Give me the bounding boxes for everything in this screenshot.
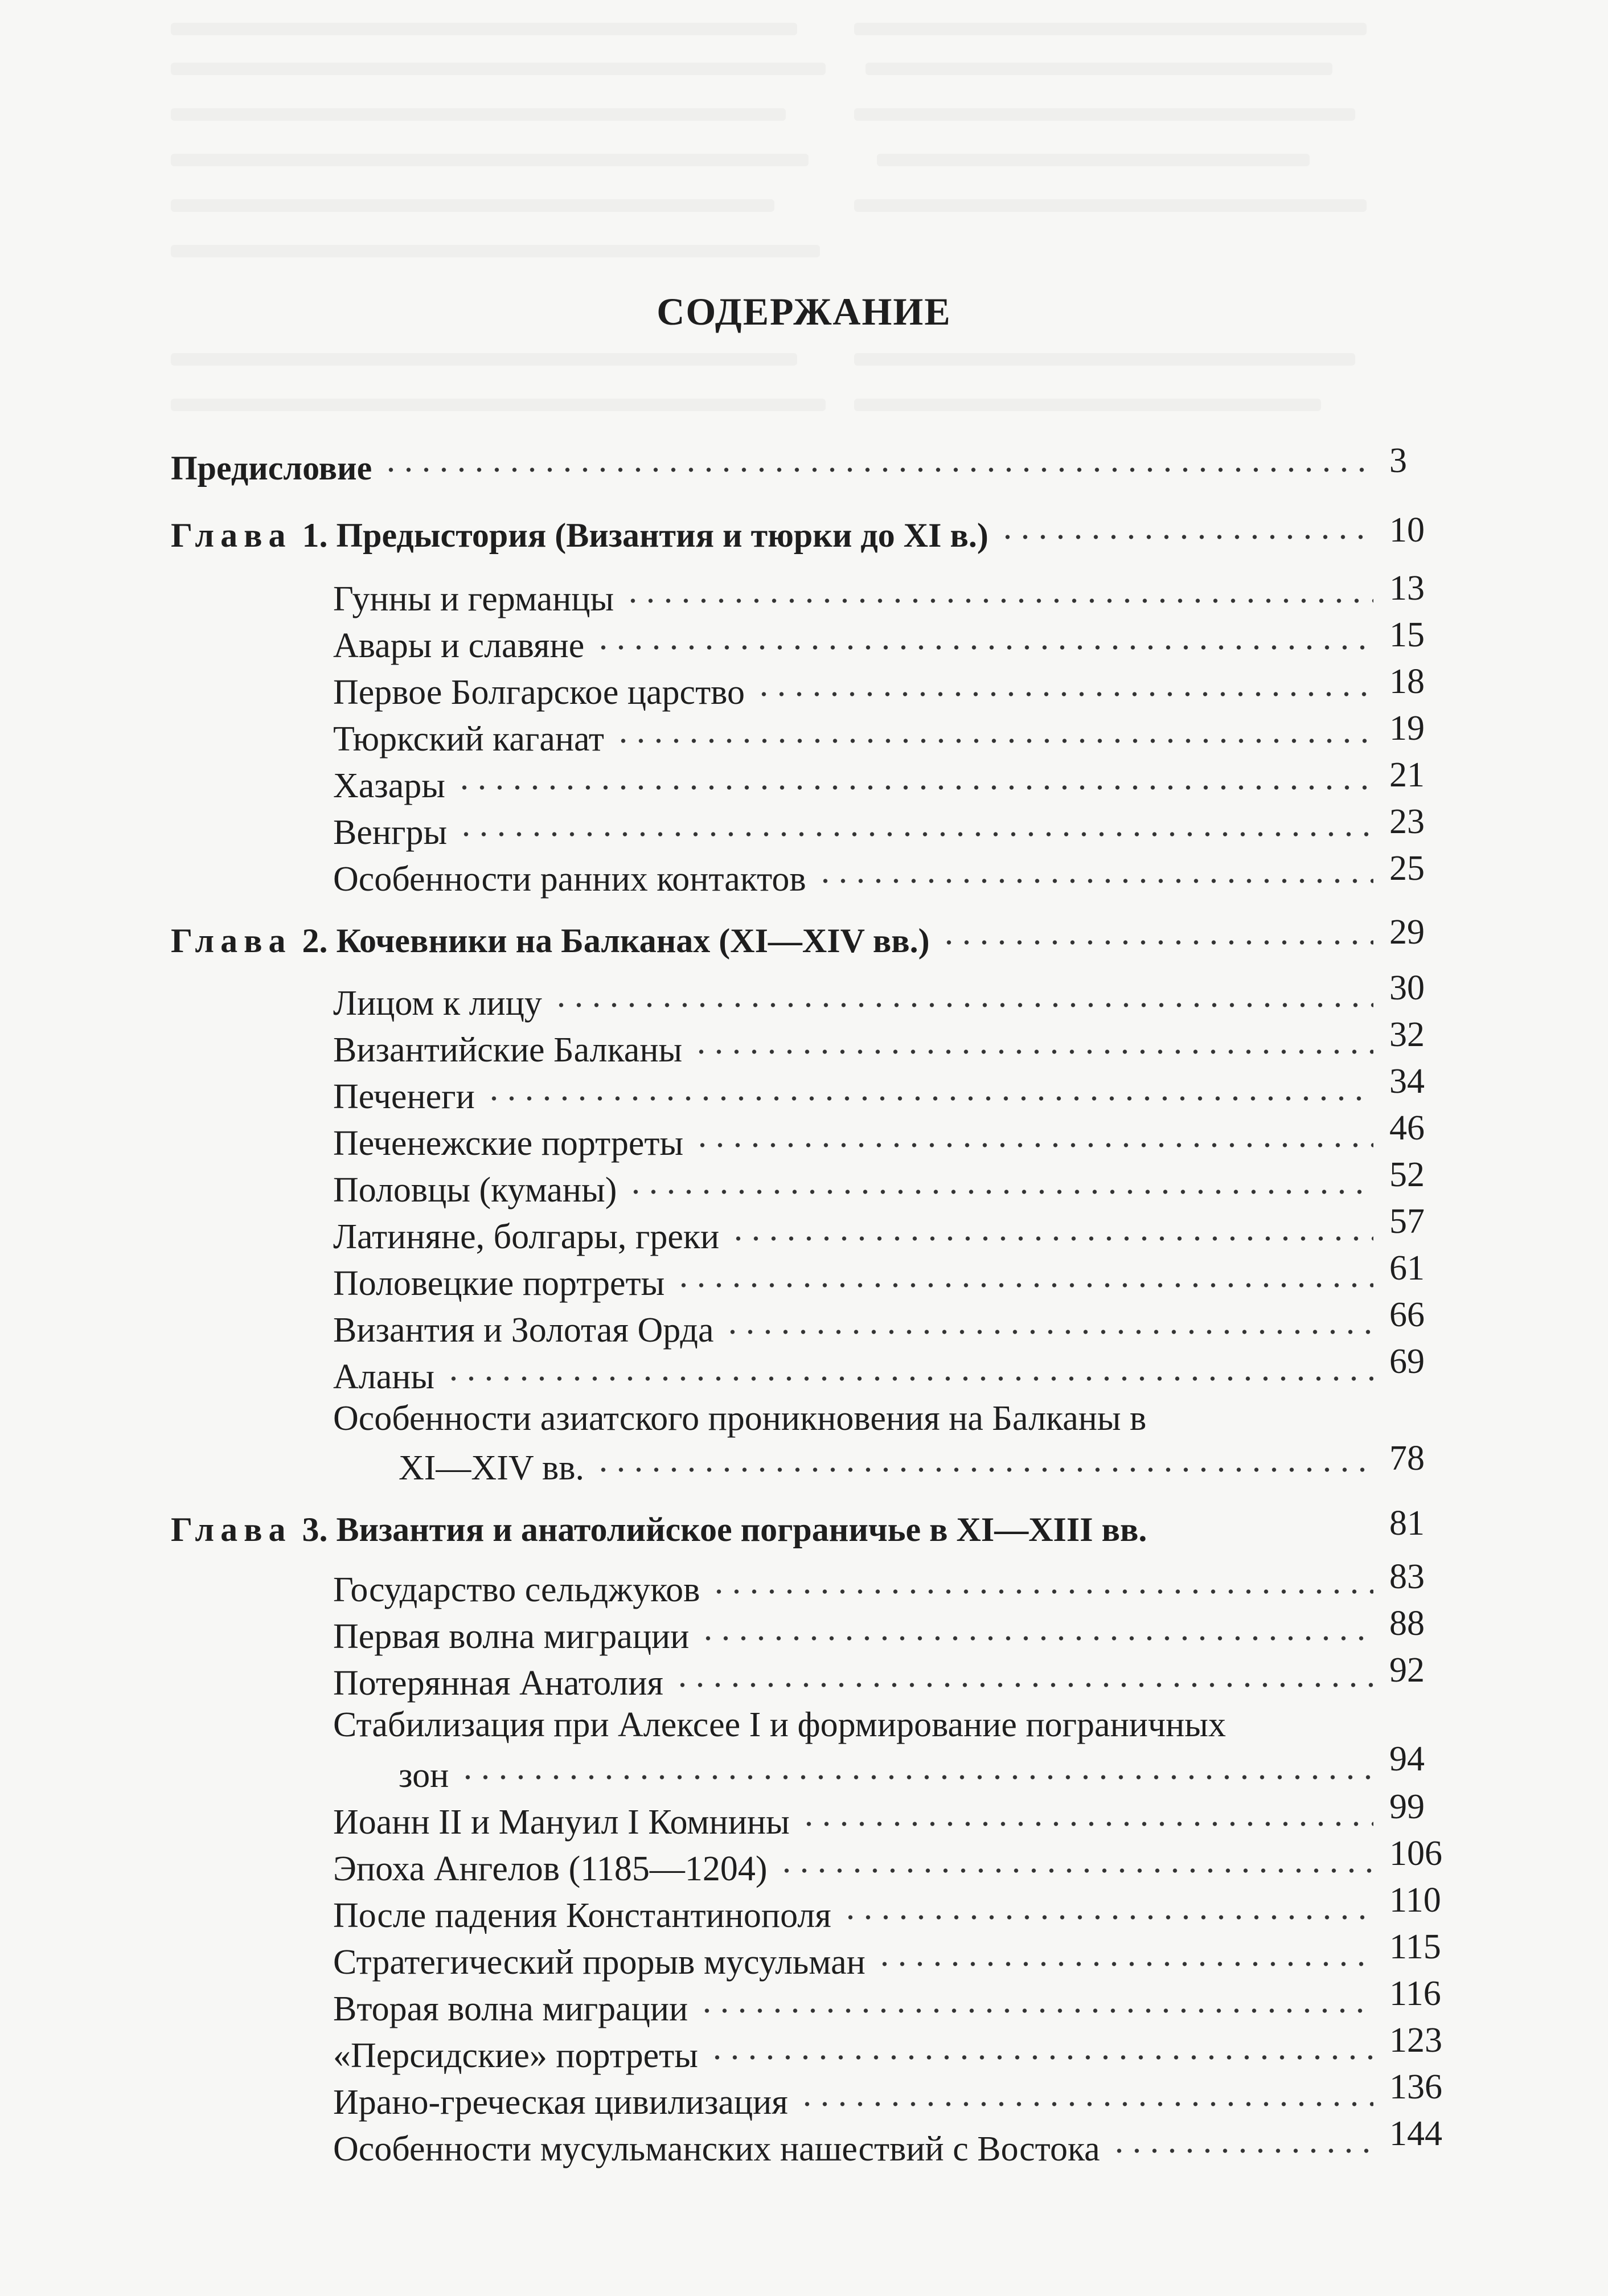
toc-section-page: 13 [1389,569,1425,608]
toc-section: Половецкие портреты [333,1260,1384,1304]
toc-section-page: 116 [1389,1974,1441,2013]
chapter-1-prefix: Глава [171,516,292,554]
toc-section: Потерянная Анатолия [333,1659,1384,1704]
toc-section-wrapped: Особенности азиатского проникновения на Балканы в [333,1399,1147,1438]
chapter-3-number: 3. [302,1511,328,1548]
leader-dots [614,715,1373,751]
toc-section: Авары и славяне [333,622,1384,666]
toc-section-page: 78 [1389,1439,1425,1478]
toc-section-page: 46 [1389,1109,1425,1147]
leader-dots [708,2032,1373,2067]
toc-section-page: 18 [1389,662,1425,701]
leader-dots [692,1026,1373,1061]
leader-dots [456,762,1373,797]
leader-dots [817,855,1373,891]
toc-chapter-3 [171,1510,1384,1549]
toc-section: Византийские Балканы [333,1026,1384,1071]
toc-preface-label: Предисловие [171,449,372,487]
toc-section-page: 99 [1389,1787,1425,1826]
toc-section: Венгры [333,809,1384,853]
chapter-1-number: 1. [302,516,328,554]
chapter-3-title: Византия и анатолийское пограничье в XI—XIII вв. [336,1511,1147,1548]
leader-dots [694,1120,1373,1155]
toc-section: Эпоха Ангелов (1185—1204) [333,1845,1384,1889]
leader-dots [778,1845,1373,1880]
chapter-3-page: 81 [1389,1504,1425,1543]
toc-section: Латиняне, болгары, греки [333,1213,1384,1257]
leader-dots [999,512,1373,547]
toc-section-wrapped: Стабилизация при Алексее I и формирование пограничных [333,1705,1226,1744]
toc-preface [171,445,1384,488]
leader-dots [675,1260,1373,1295]
toc-section-continuation: зон [399,1752,1384,1796]
chapter-2-page: 29 [1389,913,1425,952]
toc-chapter-1 [171,512,1384,555]
toc-section-page: 21 [1389,756,1425,794]
toc-section-page: 123 [1389,2021,1442,2060]
toc-section: Аланы [333,1353,1384,1397]
chapter-2-number: 2. [302,922,328,960]
toc-section-page: 110 [1389,1881,1441,1920]
leader-dots [624,575,1373,610]
toc-section: Лицом к лицу [333,979,1384,1024]
chapter-1-title: Предыстория (Византия и тюрки до XI в.) [336,516,988,554]
toc-section-page: 66 [1389,1295,1425,1334]
toc-section: Гунны и германцы [333,575,1384,620]
toc-section-page: 57 [1389,1202,1425,1241]
toc-section-page: 69 [1389,1342,1425,1381]
chapter-2-prefix: Глава [171,922,292,960]
toc-section-page: 61 [1389,1249,1425,1288]
leader-dots [729,1213,1373,1248]
toc-section-page: 32 [1389,1015,1425,1054]
leader-dots [485,1073,1373,1108]
leader-dots [627,1166,1373,1202]
toc-section-page: 88 [1389,1604,1425,1643]
chapter-1-heading [171,516,988,555]
leader-dots [445,1353,1373,1388]
toc-section: Ирано-греческая цивилизация [333,2078,1384,2123]
toc-section-page: 106 [1389,1834,1442,1873]
leader-dots [798,2078,1373,2114]
toc-section-page: 83 [1389,1557,1425,1596]
leader-dots [698,1985,1373,2020]
toc-section-page: 15 [1389,616,1425,654]
toc-section-continuation: XI—XIV вв. [399,1444,1384,1489]
toc-section-page: 19 [1389,709,1425,748]
leader-dots [674,1659,1373,1695]
chapter-2-title: Кочевники на Балканах (XI—XIV вв.) [336,922,930,960]
leader-dots [699,1613,1373,1648]
toc-section-page: 52 [1389,1155,1425,1194]
leader-dots [382,445,1373,479]
leader-dots [724,1306,1373,1342]
chapter-3-prefix: Глава [171,1511,292,1548]
toc-section-page: 136 [1389,2068,1442,2106]
leader-dots [1110,2125,1373,2160]
leader-dots [594,1444,1373,1479]
toc-section: Первое Болгарское царство [333,669,1384,713]
toc-section-page: 115 [1389,1928,1441,1966]
toc-section-page: 30 [1389,969,1425,1007]
toc-section: Первая волна миграции [333,1613,1384,1657]
toc-section-page: 25 [1389,849,1425,888]
leader-dots [459,1752,1373,1787]
toc-section: Печенежские портреты [333,1120,1384,1164]
leader-dots [800,1798,1373,1834]
toc-section: Хазары [333,762,1384,806]
leader-dots [940,918,1373,952]
toc-section-page: 34 [1389,1062,1425,1101]
leader-dots [552,979,1373,1015]
toc-section: Печенеги [333,1073,1384,1117]
toc-section: Государство сельджуков [333,1566,1384,1610]
leader-dots [842,1892,1373,1927]
toc-section: После падения Константинополя [333,1892,1384,1936]
chapter-2-heading [171,921,930,961]
toc-section: Стратегический прорыв мусульман [333,1938,1384,1983]
toc-section: Тюркский каганат [333,715,1384,760]
leader-dots [594,622,1373,657]
toc-section: Иоанн II и Мануил I Комнины [333,1798,1384,1843]
toc-section: Особенности мусульманских нашествий с Востока [333,2125,1384,2170]
page-title: СОДЕРЖАНИЕ [657,290,951,333]
toc-section: Вторая волна миграции [333,1985,1384,2030]
toc-section-page: 94 [1389,1740,1425,1778]
toc-chapter-2 [171,918,1384,961]
toc-section: Половцы (куманы) [333,1166,1384,1211]
chapter-1-page: 10 [1389,511,1425,550]
toc-preface-page: 3 [1389,441,1407,480]
toc-section: Византия и Золотая Орда [333,1306,1384,1351]
toc-section-page: 144 [1389,2114,1442,2153]
toc-section: Особенности ранних контактов [333,855,1384,900]
toc-section: «Персидские» портреты [333,2032,1384,2076]
leader-dots [710,1566,1373,1601]
leader-dots [876,1938,1373,1974]
leader-dots [755,669,1373,704]
chapter-3-heading [171,1510,1147,1549]
toc-section-page: 23 [1389,802,1425,841]
toc-section-page: 92 [1389,1651,1425,1690]
leader-dots [457,809,1373,844]
